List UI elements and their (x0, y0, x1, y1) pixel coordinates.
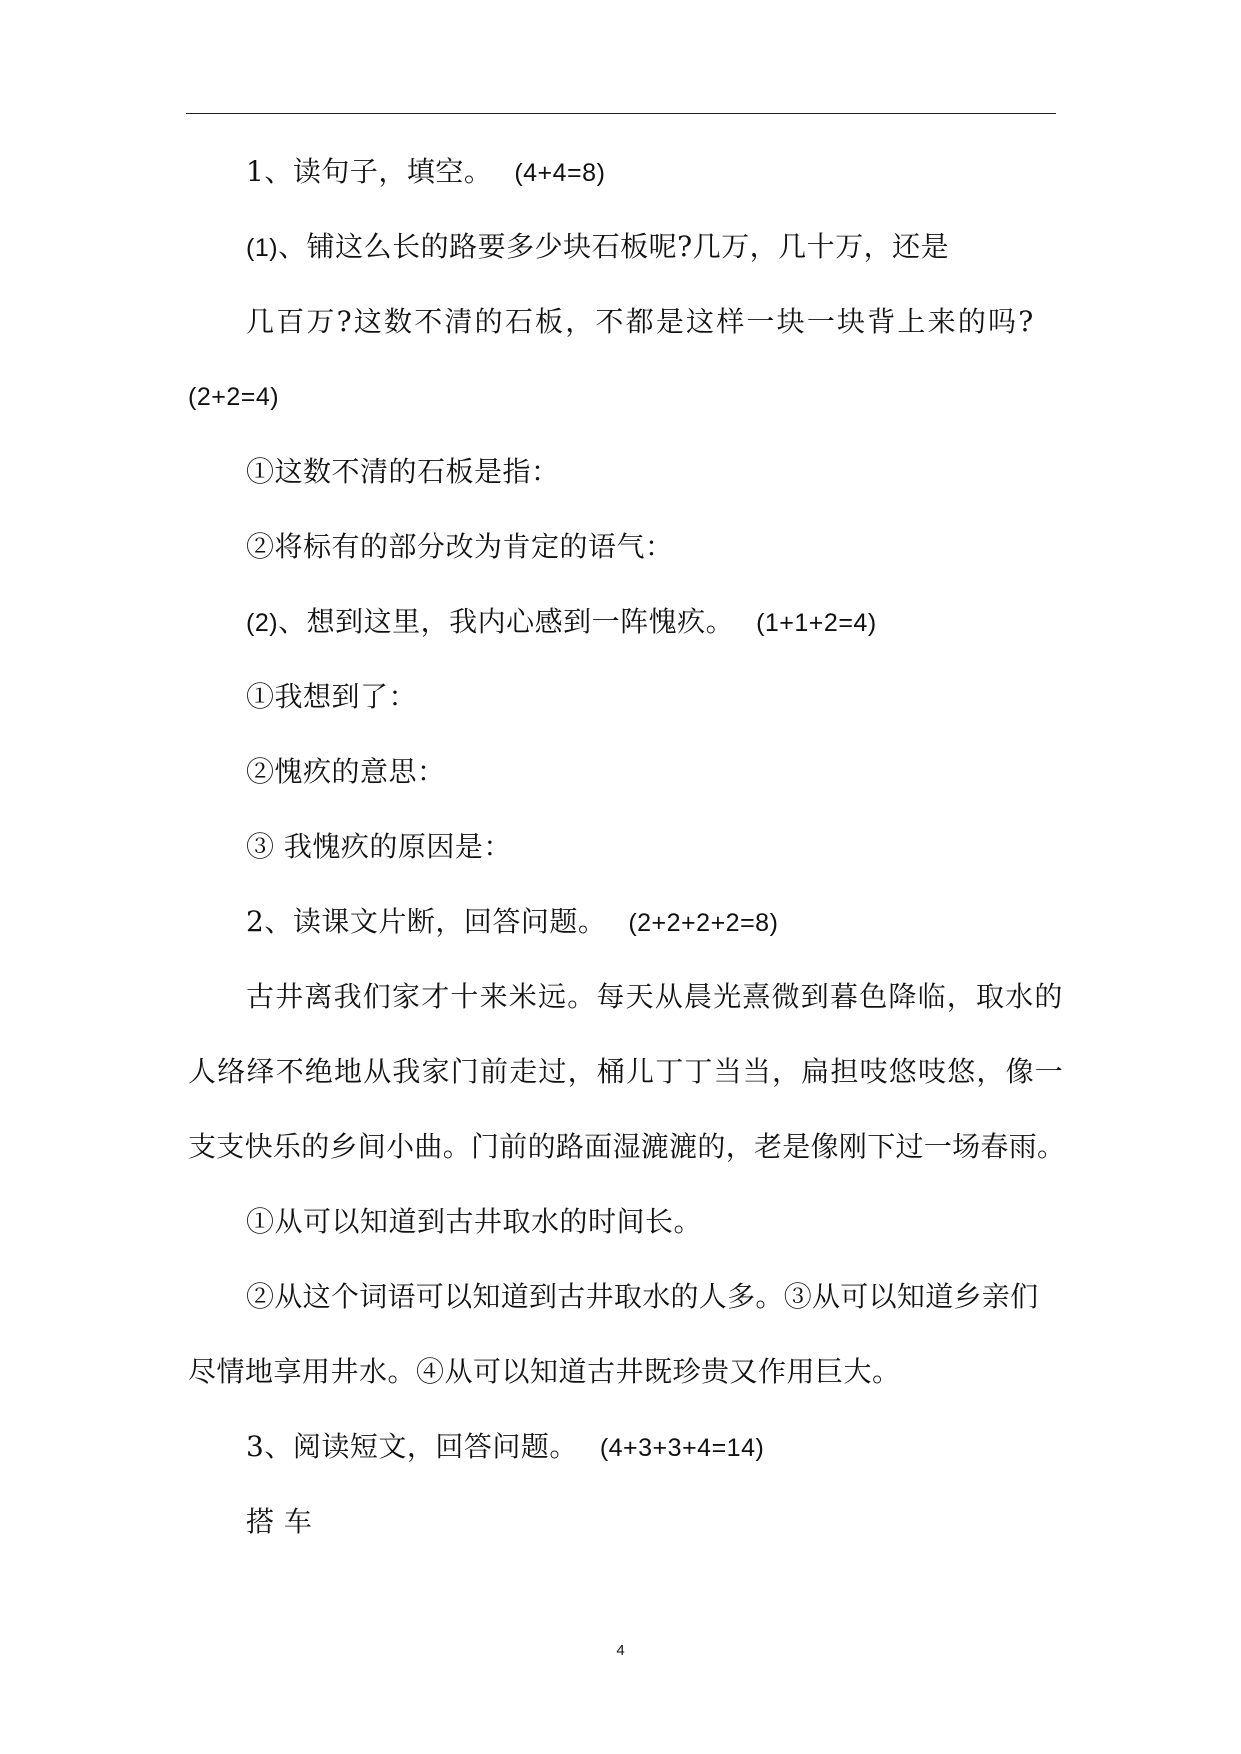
question-1-2-label: (2) (246, 609, 279, 637)
question-1-1-text (246, 229, 949, 265)
header-rule (186, 113, 1056, 114)
question-1-2-sub-a: ①我想到了： (246, 680, 418, 713)
question-1-score: (4+4=8) (514, 159, 606, 187)
question-1-2-sub-c: ③ 我愧疚的原因是： (246, 830, 512, 863)
question-2-paragraph-line-3: 支支快乐的乡间小曲。门前的路面湿漉漉的，老是像刚下过一场春雨。 (188, 1130, 1066, 1163)
question-2-heading-text: 2、读课文片断，回答问题。 (246, 905, 607, 938)
question-2-heading (246, 904, 778, 940)
question-2-score: (2+2+2+2=8) (628, 909, 779, 937)
question-1-1-sub-b: ②将标有的部分改为肯定的语气： (246, 530, 674, 563)
question-2-sub-b-line-1: ②从这个词语可以知道到古井取水的人多。③从可以知道乡亲们 (246, 1280, 1039, 1313)
question-1-2-text (246, 604, 877, 640)
page-number: 4 (616, 1642, 625, 1659)
question-3-heading-text: 3、阅读短文，回答问题。 (246, 1430, 578, 1463)
question-2-paragraph-line-1: 古井离我们家才十来米远。每天从晨光熹微到暮色降临，取水的 (246, 980, 1064, 1013)
question-1-2-sub-b: ②愧疚的意思： (246, 755, 446, 788)
question-1-heading-text: 1、读句子，填空。 (246, 155, 493, 188)
question-1-2-score: (1+1+2=4) (756, 609, 877, 637)
question-2-paragraph-line-2: 人络绎不绝地从我家门前走过，桶儿丁丁当当，扁担吱悠吱悠，像一 (188, 1055, 1065, 1088)
question-1-1-score: (2+2=4) (188, 383, 280, 411)
question-1-1-sentence: 、铺这么长的路要多少块石板呢?几万，几十万，还是 (278, 230, 950, 263)
question-2-sub-a: ①从可以知道到古井取水的时间长。 (246, 1205, 703, 1238)
question-1-1-label: (1) (246, 234, 279, 262)
question-1-2-sentence: 、想到这里，我内心感到一阵愧疚。 (278, 605, 735, 638)
question-1-1-sub-a: ①这数不清的石板是指： (246, 455, 560, 488)
question-1-heading (246, 154, 605, 190)
question-1-1-continuation: 几百万?这数不清的石板，不都是这样一块一块背上来的吗? (246, 305, 1036, 338)
passage-title: 搭 车 (246, 1505, 313, 1538)
question-3-score: (4+3+3+4=14) (599, 1434, 765, 1462)
question-3-heading (246, 1429, 764, 1465)
question-2-sub-b-line-2: 尽情地享用井水。④从可以知道古井既珍贵又作用巨大。 (188, 1355, 901, 1388)
